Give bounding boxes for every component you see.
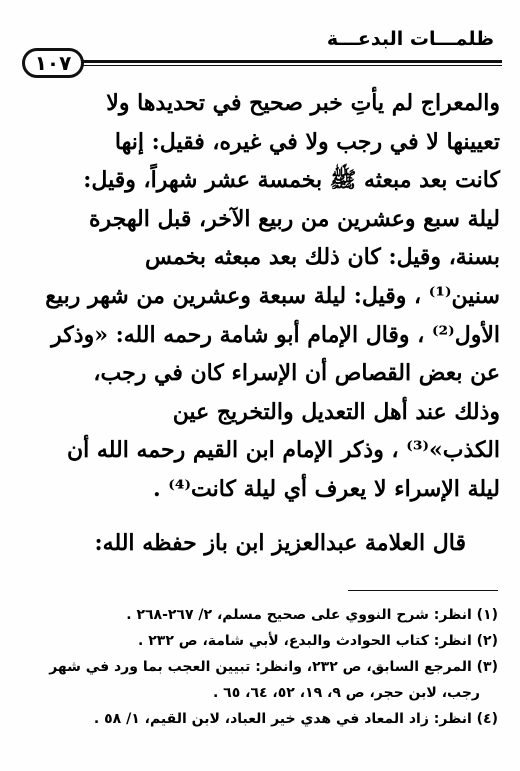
text-line: تعيينها لا في رجب ولا في غيره، فقيل: إنها <box>114 128 500 155</box>
footnote-1: (١) انظر: شرح النووي على صحيح مسلم، ٢/ ٢٦٧-٢٦٨ . <box>126 607 498 623</box>
quote-intro: قال العلامة عبدالعزيز ابن باز حفظه الله: <box>94 530 466 556</box>
main-text <box>22 84 500 509</box>
text-line: ليلة سبع وعشرين من ربيع الآخر، قبل الهجرة <box>89 205 500 232</box>
footnote-2: (٢) انظر: كتاب الحوادث والبدع، لأبي شامة، ص ٢٣٢ . <box>138 633 498 649</box>
footnotes <box>22 602 498 732</box>
footnote-3: (٣) المرجع السابق، ص ٢٣٢، وانظر: تبيين العجب بما ورد في شهر <box>49 659 498 675</box>
text-line: وذلك عند أهل التعديل والتخريج عين <box>172 398 500 425</box>
text-line: والمعراج لم يأتِ خبر صحيح في تحديدها ولا <box>106 90 500 116</box>
text-line: كانت بعد مبعثه ﷺ بخمسة عشر شهراً، وقيل: <box>83 167 500 194</box>
text-line: الكذب»⁽³⁾ ، وذكر الإمام ابن القيم رحمه الله أن <box>66 437 500 464</box>
footnote-3-continued: رجب، لابن حجر، ص ٩، ١٩، ٥٢، ٦٤، ٦٥ . <box>212 685 480 701</box>
page-header <box>22 18 502 75</box>
footnote-4: (٤) انظر: زاد المعاد في هدي خير العباد، لابن القيم، ١/ ٥٨ . <box>93 711 498 727</box>
page-number: ١٠٧ <box>22 48 84 78</box>
header-rule <box>74 60 502 63</box>
header-rule-thin <box>74 65 502 66</box>
text-line: بسنة، وقيل: كان ذلك بعد مبعثه بخمس <box>144 244 500 271</box>
text-line: الأول⁽²⁾ ، وقال الإمام أبو شامة رحمه الله: «وذكر <box>51 321 500 348</box>
text-line: سنين⁽¹⁾ ، وقيل: ليلة سبعة وعشرين من شهر ربيع <box>45 282 500 309</box>
running-title: ظلمـــات البدعـــة <box>326 28 494 50</box>
text-line: عن بعض القصاص أن الإسراء كان في رجب، <box>93 360 500 387</box>
text-line: ليلة الإسراء لا يعرف أي ليلة كانت⁽⁴⁾ . <box>152 475 500 502</box>
footnote-separator <box>348 590 498 591</box>
